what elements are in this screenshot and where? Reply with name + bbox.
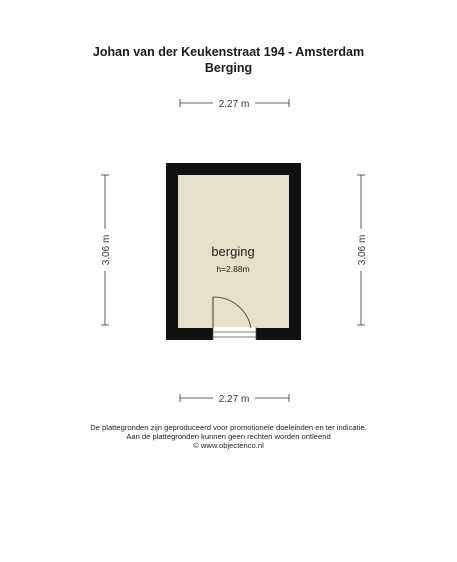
dimension-left: [98, 175, 112, 325]
disclaimer-line-2: Aan de plattegronden kunnen geen rechten worden ontleend: [126, 432, 331, 441]
dimension-top-label: 2.27 m: [218, 99, 250, 110]
disclaimer-line-1: De plattegronden zijn geproduceerd voor promotionele doeleinden en ter indicatie.: [90, 423, 367, 432]
room-label: berging: [211, 244, 255, 259]
room-height-label: h=2.88m: [216, 264, 250, 274]
plan-title: Johan van der Keukenstraat 194 - Amsterdam: [92, 45, 365, 59]
copyright-line: © www.objectenco.nl: [193, 441, 264, 450]
dimension-right: [354, 175, 368, 325]
dimension-top: [180, 96, 289, 110]
dimension-right-label: 3.06 m: [357, 234, 368, 266]
dimension-left-label: 3.06 m: [101, 234, 112, 266]
dimension-bottom: [180, 391, 289, 405]
door-opening: [213, 327, 256, 341]
dimension-bottom-label: 2.27 m: [218, 394, 250, 405]
plan-subtitle: Berging: [204, 61, 253, 75]
